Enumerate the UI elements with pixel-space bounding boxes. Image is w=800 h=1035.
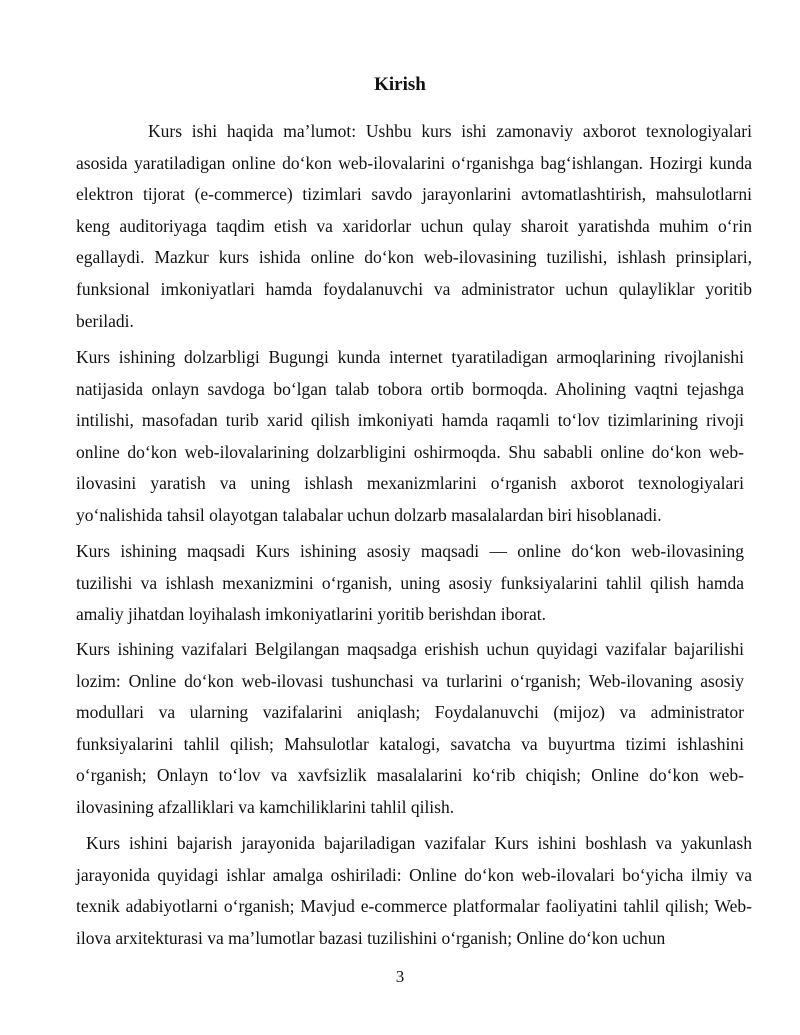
section-title: Kirish bbox=[374, 74, 426, 95]
paragraph-tasks: Kurs ishining vazifalari Belgilangan maqsadga erishish uchun quyidagi vazifalar bajarilishi lozim: Online do‘kon web-ilovasi tushunchasi va turlarini o‘rganish; Web-ilovaning asosiy modullari va ularning vazifalarini aniqlash; Foydalanuvchi (mijoz) va administrator funksiyalarini tahlil qilish; Mahsulotlar katalogi, savatcha va buyurtma tizimi ishlashini o‘rganish; Onlayn to‘lov va xavfsizlik masalalarini ko‘rib chiqish; Online do‘kon web-ilovasining afzalliklari va kamchiliklarini tahlil qilish. bbox=[76, 639, 744, 817]
paragraph-goal: Kurs ishining maqsadi Kurs ishining asosiy maqsadi — online do‘kon web-ilovasining tuzilishi va ishlash mexanizmini o‘rganish, uning asosiy funksiyalarini tahlil qilish hamda amaliy jihatdan loyihalash imkoniyatlarini yoritib berishdan iborat. bbox=[76, 541, 744, 625]
paragraph-course-info: Kurs ishi haqida ma’lumot: Ushbu kurs ishi zamonaviy axborot texnologiyalari asosida yaratiladigan online do‘kon web-ilovalarini o‘rganishga bag‘ishlangan. Hozirgi kunda elektron tijorat (e-commerce) tizimlari savdo jarayonlarini avtomatlashtirish, mahsulotlarni keng auditoriyaga taqdim etish va xaridorlar uchun qulay sharoit yaratishda muhim o‘rin egallaydi. Mazkur kurs ishida online do‘kon web-ilovasining tuzilishi, ishlash prinsiplari, funksional imkoniyatlari hamda foydalanuvchi va administrator uchun qulayliklar yoritib beriladi. bbox=[76, 121, 752, 331]
page-number: 3 bbox=[395, 967, 405, 986]
paragraph-relevance: Kurs ishining dolzarbligi Bugungi kunda internet tyaratiladigan armoqlarining rivojlanishi natijasida onlayn savdoga bo‘lgan talab tobora ortib bormoqda. Aholining vaqtni tejashga intilishi, masofadan turib xarid qilish imkoniyati hamda raqamli to‘lov tizimlarining rivoji online do‘kon web-ilovalarining dolzarbligini oshirmoqda. Shu sababli online do‘kon web-ilovasini yaratish va uning ishlash mexanizmlarini o‘rganish axborot texnologiyalari yo‘nalishida tahsil olayotgan talabalar uchun dolzarb masalalardan biri hisoblanadi. bbox=[76, 347, 744, 525]
paragraph-work-process: Kurs ishini bajarish jarayonida bajariladigan vazifalar Kurs ishini boshlash va yakunlash jarayonida quyidagi ishlar amalga oshiriladi: Online do‘kon web-ilovalari bo‘yicha ilmiy va texnik adabiyotlarni o‘rganish; Mavjud e-commerce platformalar faoliyatini tahlil qilish; Web-ilova arxitekturasi va ma’lumotlar bazasi tuzilishini o‘rganish; Online do‘kon uchun bbox=[76, 833, 752, 948]
